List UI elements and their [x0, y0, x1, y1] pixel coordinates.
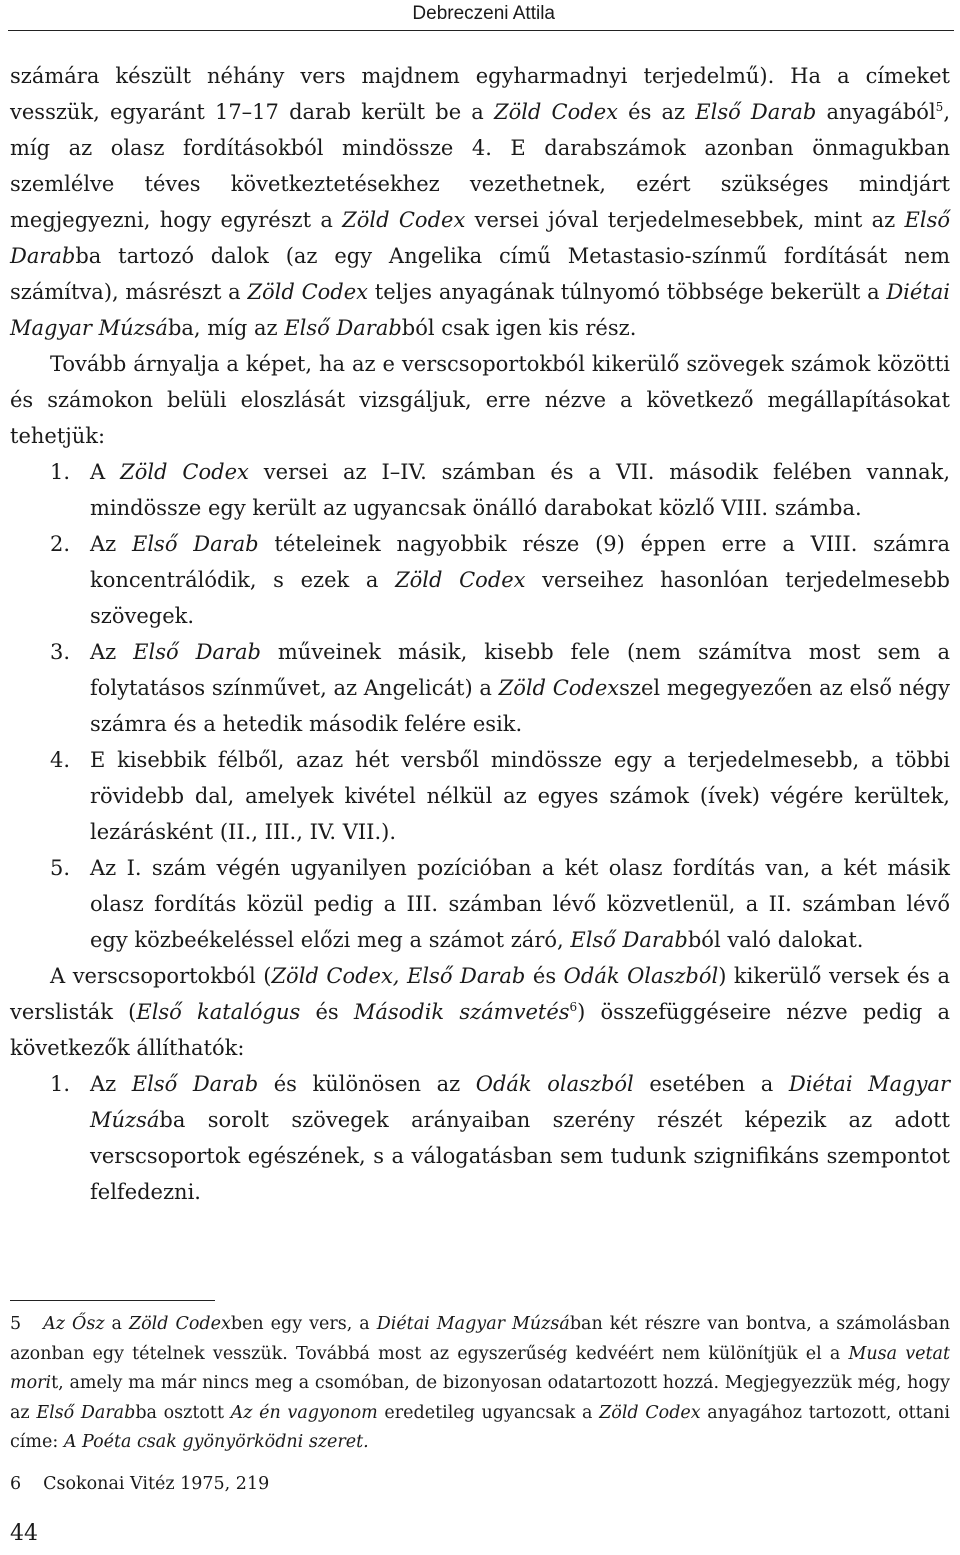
- paragraph-2: Tovább árnyalja a képet, ha az e verscsoportokból kikerülő szövegek számok közötti és számokon belüli eloszlását vizsgáljuk, erre nézve a következő megállapításokat tehetjük:: [10, 352, 950, 448]
- list-item: 3. Az Első Darab műveinek másik, kisebb fele (nem számítva most sem a folytatásos színművet, az Angelicát) a Zöld Codexszel megegyezően az első négy számra és a hetedik második felére esik.: [10, 634, 950, 742]
- footnote-rule: [10, 1300, 215, 1301]
- footnote-6: 6 Csokonai Vitéz 1975, 219: [10, 1473, 270, 1494]
- list-item: 5. Az I. szám végén ugyanilyen pozícióban a két olasz fordítás van, a két másik olasz fordítás közül pedig a III. számban lévő közvetlenül, a II. számban lévő egy közbeékeléssel előzi meg a számot záró, Első Darabból való dalokat.: [10, 850, 950, 958]
- list-number: 5.: [50, 856, 71, 880]
- list-item: 1. A Zöld Codex versei az I–IV. számban és a VII. második felében vannak, mindössze egy került az ugyancsak önálló darabokat közlő VIII. számba.: [10, 454, 950, 526]
- footnote-5: 5 Az Ősz a Zöld Codexben egy vers, a Diétai Magyar Múzsában két részre van bontva, a számolásban azonban egy tételnek vesszük. Továbbá most az egyszerűség kedvéért nem különítjük el a Musa vetat morit, amely ma már nincs meg a csomóban, de bizonyosan odatartozott hozzá. Megjegyezzük még, hogy az Első Darabba osztott Az én vagyonom eredetileg ugyancsak a Zöld Codex anyagához tartozott, ottani címe: A Poéta csak gyönyörködni szeret.: [10, 1314, 950, 1452]
- page-number: 44: [10, 1521, 38, 1546]
- paragraph-1: számára készült néhány vers majdnem egyharmadnyi terjedelmű). Ha a címeket vesszük, egyaránt 17–17 darab került be a Zöld Codex és az Első Darab anyagából$^5$, míg az olasz fordításokból mindössze 4. E darabszámok azonban önmagukban szemlélve téves következtetésekhez vezethetnek, ezért szükséges mindjárt megjegyezni, hogy egyrészt a Zöld Codex versei jóval terjedelmesebbek, mint az Első Darabba tartozó dalok (az egy Angelika című Metastasio-színmű fordítását nem számítva), másrészt a Zöld Codex teljes anyagának túlnyomó többsége bekerült a Diétai Magyar Múzsába, míg az Első Darabból csak igen kis rész.: [10, 64, 950, 340]
- main-text: [10, 58, 950, 1210]
- list-item: 1. Az Első Darab és különösen az Odák olaszból esetében a Diétai Magyar Múzsába sorolt szövegek arányaiban szerény részét képezik az adott verscsoportok egészének, s a válogatásban sem tudunk szignifikáns szempontot felfedezni.: [10, 1066, 950, 1210]
- list-number: 1.: [50, 1072, 71, 1096]
- list-number: 2.: [50, 532, 71, 556]
- list-item: 2. Az Első Darab tételeinek nagyobbik része (9) éppen erre a VIII. számra koncentrálódik, s ezek a Zöld Codex verseihez hasonlóan terjedelmesebb szövegek.: [10, 526, 950, 634]
- footnote-ref-6[interactable]: 6: [569, 1000, 578, 1014]
- list-number: 3.: [50, 640, 71, 664]
- list-item: 4. E kisebbik félből, azaz hét versből mindössze egy a terjedelmesebb, a többi rövidebb dal, amelyek kivétel nélkül az egyes számok (ívek) végére kerültek, lezárásként (II., III., IV. VII.).: [10, 742, 950, 850]
- paragraph-3: A verscsoportokból (Zöld Codex, Első Darab és Odák Olaszból) kikerülő versek és a verslisták (Első katalógus és Második számvetés$^6$) összefüggéseire nézve pedig a következők állíthatók:: [10, 964, 951, 1060]
- running-header: Debreczeni Attila: [412, 3, 555, 24]
- footnote-number: 5: [10, 1314, 22, 1334]
- footnote-ref-5[interactable]: 5: [935, 100, 944, 114]
- footnotes: [10, 1310, 950, 1499]
- list-number: 1.: [50, 460, 71, 484]
- header-rule: [8, 30, 954, 31]
- list-number: 4.: [50, 748, 71, 772]
- footnote-number: 6: [10, 1473, 22, 1494]
- list-verscsoportok: [10, 454, 950, 958]
- list-osszefuggesek: [10, 1066, 950, 1210]
